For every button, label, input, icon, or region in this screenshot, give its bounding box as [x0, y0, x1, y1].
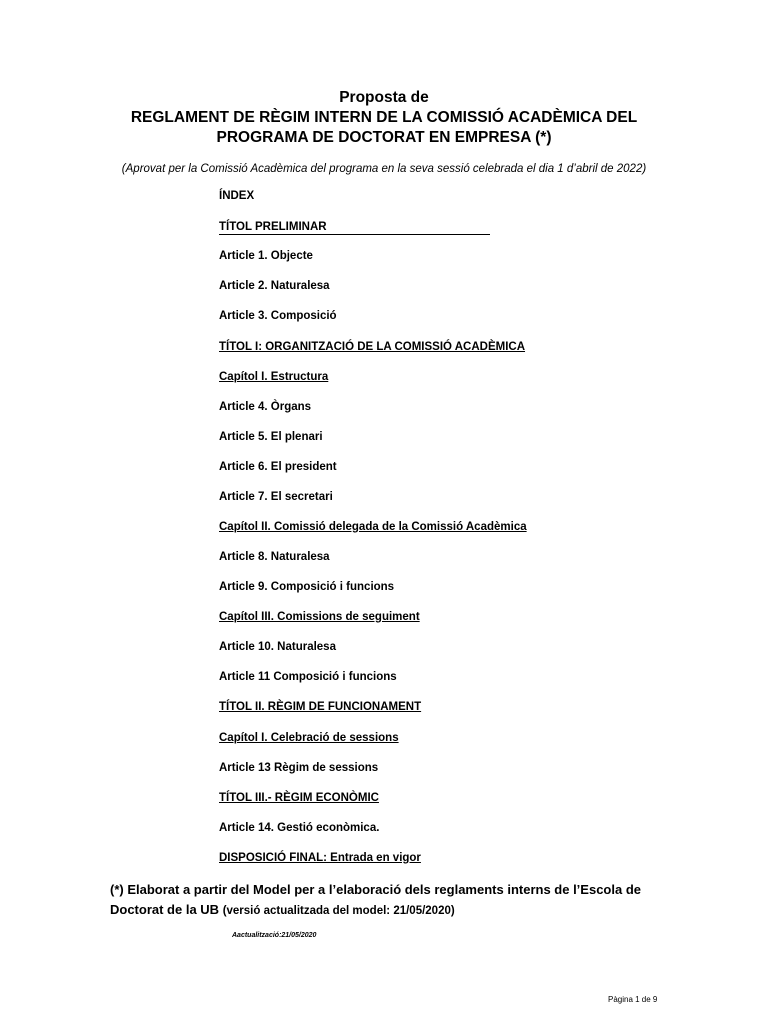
toc-article-6: Article 6. El president: [219, 461, 337, 473]
toc-title-ii: TÍTOL II. RÈGIM DE FUNCIONAMENT: [219, 701, 422, 713]
toc-article-7: Article 7. El secretari: [219, 491, 333, 503]
toc-article-3: Article 3. Composició: [219, 310, 337, 322]
toc-article-8: Article 8. Naturalesa: [219, 551, 330, 563]
toc-heading: ÍNDEX: [219, 190, 255, 202]
page-number: Pàgina 1 de 9: [608, 995, 658, 1004]
toc-final-disposition: DISPOSICIÓ FINAL: Entrada en vigor: [219, 852, 421, 864]
footnote-text: (*) Elaborat a partir del Model per a l’elaboració dels reglaments interns de l’Escola de Doctorat de la UB: [110, 882, 641, 917]
toc-chapter-ii: Capítol II. Comissió delegada de la Comissió Acadèmica: [219, 521, 527, 533]
update-note: Aactualització:21/05/2020: [232, 932, 317, 939]
toc-article-2: Article 2. Naturalesa: [219, 280, 330, 292]
toc-chapter-iii: Capítol III. Comissions de seguiment: [219, 611, 420, 623]
toc-article-5: Article 5. El plenari: [219, 431, 323, 443]
toc-article-1: Article 1. Objecte: [219, 250, 313, 262]
footnote-version: (versió actualitzada del model: 21/05/2020): [222, 905, 455, 917]
document-title-line-3: PROGRAMA DE DOCTORAT EN EMPRESA (*): [216, 129, 552, 146]
toc-title-iii: TÍTOL III.- RÈGIM ECONÒMIC: [219, 792, 379, 804]
toc-title-i: TÍTOL I: ORGANITZACIÓ DE LA COMISSIÓ ACADÈMICA: [219, 341, 526, 353]
document-title-line-1: Proposta de: [339, 89, 429, 106]
toc-article-9: Article 9. Composició i funcions: [219, 581, 395, 593]
toc-title-preliminar: [219, 220, 490, 235]
toc-article-10: Article 10. Naturalesa: [219, 641, 336, 653]
toc-article-11: Article 11 Composició i funcions: [219, 671, 397, 683]
toc-title-preliminar-label: TÍTOL PRELIMINAR: [219, 220, 490, 235]
toc-chapter-i-sessions: Capítol I. Celebració de sessions: [219, 732, 399, 744]
toc-chapter-i-structure: Capítol I. Estructura: [219, 371, 329, 383]
toc-article-14: Article 14. Gestió econòmica.: [219, 822, 380, 834]
document-title-line-2: REGLAMENT DE RÈGIM INTERN DE LA COMISSIÓ ACADÈMICA DEL: [130, 109, 638, 126]
footnote: [110, 880, 670, 921]
approval-note: (Aprovat per la Comissió Acadèmica del programa en la seva sessió celebrada el dia 1 d’abril de 2022): [121, 163, 647, 175]
toc-article-13: Article 13 Règim de sessions: [219, 762, 379, 774]
toc-article-4: Article 4. Òrgans: [219, 401, 312, 413]
